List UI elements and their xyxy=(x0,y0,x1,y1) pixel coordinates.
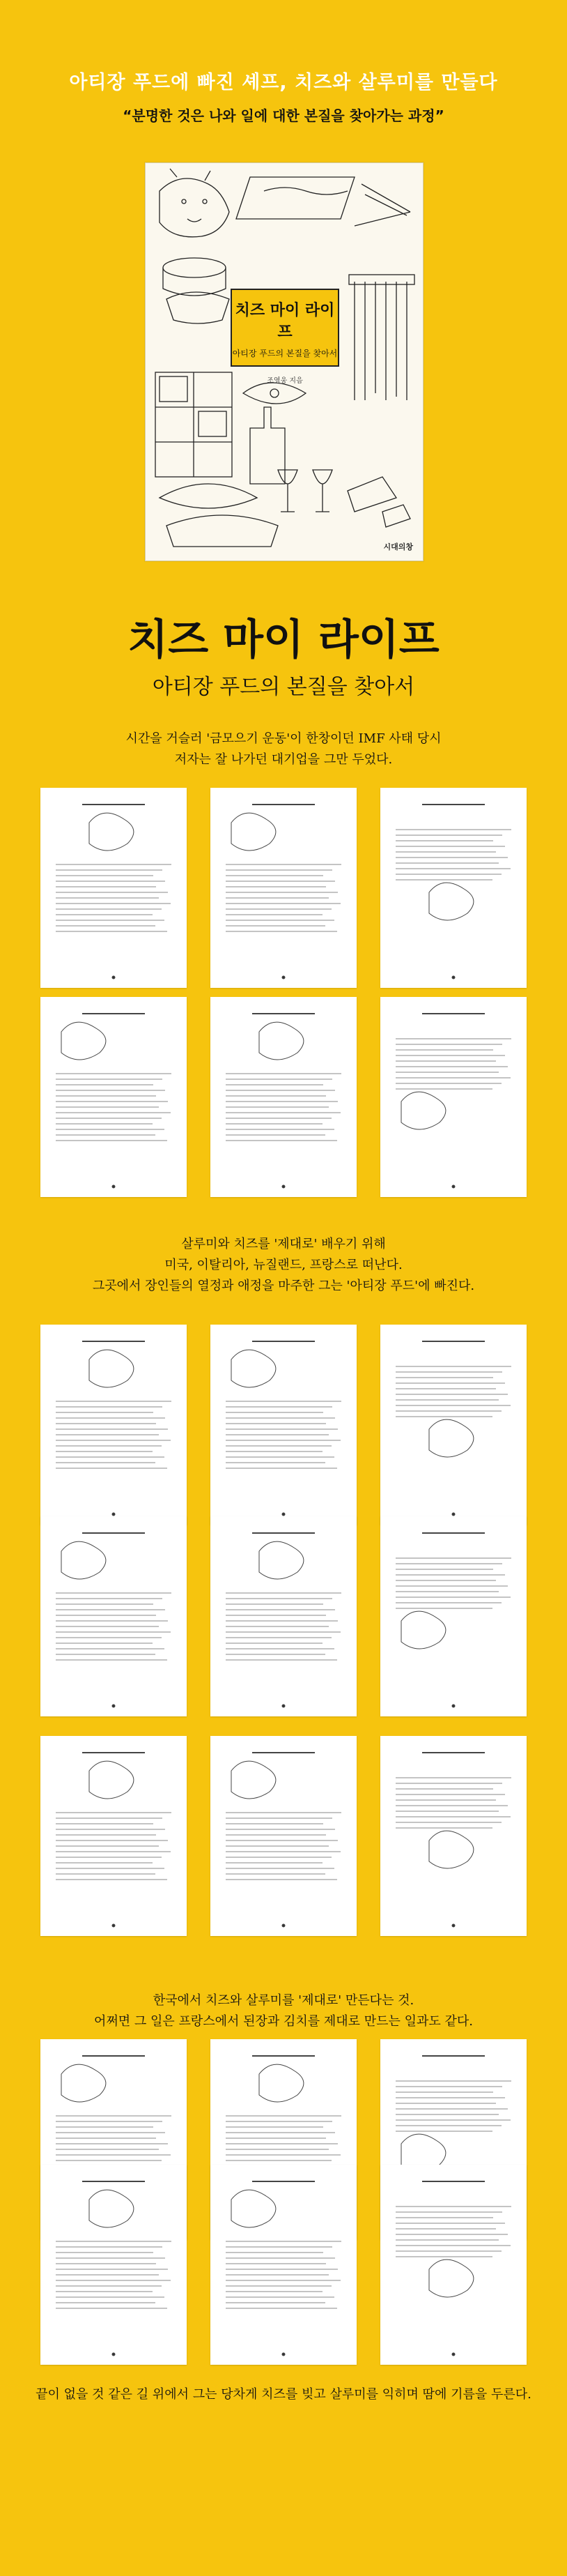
page-preview xyxy=(40,788,187,988)
section-2-text xyxy=(0,1234,567,1297)
cover-author: 조영웅 지음 xyxy=(267,377,303,385)
page-preview xyxy=(40,1736,187,1936)
page-preview xyxy=(210,997,357,1197)
publisher-logo: 시대의창 xyxy=(383,542,413,551)
header-line-1: 아티장 푸드에 빠진 셰프, 치즈와 살루미를 만들다 xyxy=(69,72,498,93)
page-preview xyxy=(380,1325,527,1525)
page-preview xyxy=(40,2165,187,2365)
page-preview xyxy=(40,1325,187,1525)
page-preview xyxy=(210,788,357,988)
cover-title-box xyxy=(231,289,339,385)
page-preview xyxy=(380,997,527,1197)
page-preview xyxy=(210,1736,357,1936)
page-preview xyxy=(380,788,527,988)
main-title: 치즈 마이 라이프 xyxy=(127,616,440,664)
section-3-line-2: 어쩌면 그 일은 프랑스에서 된장과 김치를 제대로 만드는 일과도 같다. xyxy=(93,2014,474,2029)
page-preview xyxy=(210,1516,357,1716)
section-2-line-2: 미국, 이탈리아, 뉴질랜드, 프랑스로 떠난다. xyxy=(164,1258,403,1272)
section-2-line-3: 그곳에서 장인들의 열정과 애정을 마주한 그는 '아티장 푸드'에 빠진다. xyxy=(92,1279,475,1293)
section-1-line-1: 시간을 거슬러 '금모으기 운동'이 한창이던 IMF 사태 당시 xyxy=(125,731,442,746)
page-preview xyxy=(380,1516,527,1716)
page-preview xyxy=(40,997,187,1197)
section-1-text xyxy=(0,729,567,770)
page-preview xyxy=(210,1325,357,1525)
page-preview xyxy=(40,1516,187,1716)
bottom-caption: 끝이 없을 것 같은 길 위에서 그는 당차게 치즈를 빚고 살루미를 익히며 땀에 기름을 두른다. xyxy=(36,2387,531,2402)
main-subtitle: 아티장 푸드의 본질을 찾아서 xyxy=(152,675,415,699)
book-cover xyxy=(145,162,424,561)
header-line-2: “분명한 것은 나와 일에 대한 본질을 찾아가는 과정” xyxy=(123,107,444,124)
page-preview xyxy=(210,2165,357,2365)
page-preview xyxy=(380,1736,527,1936)
cover-title: 치즈 마이 라이프 xyxy=(235,301,335,341)
cover-subtitle: 아티장 푸드의 본질을 찾아서 xyxy=(232,349,338,358)
section-3-text xyxy=(0,1990,567,2032)
section-2-line-1: 살루미와 치즈를 '제대로' 배우기 위해 xyxy=(181,1237,386,1251)
page-preview xyxy=(380,2165,527,2365)
section-3-line-1: 한국에서 치즈와 살루미를 '제대로' 만든다는 것. xyxy=(153,1993,414,2008)
section-1-line-2: 저자는 잘 나가던 대기업을 그만 두었다. xyxy=(174,752,393,767)
